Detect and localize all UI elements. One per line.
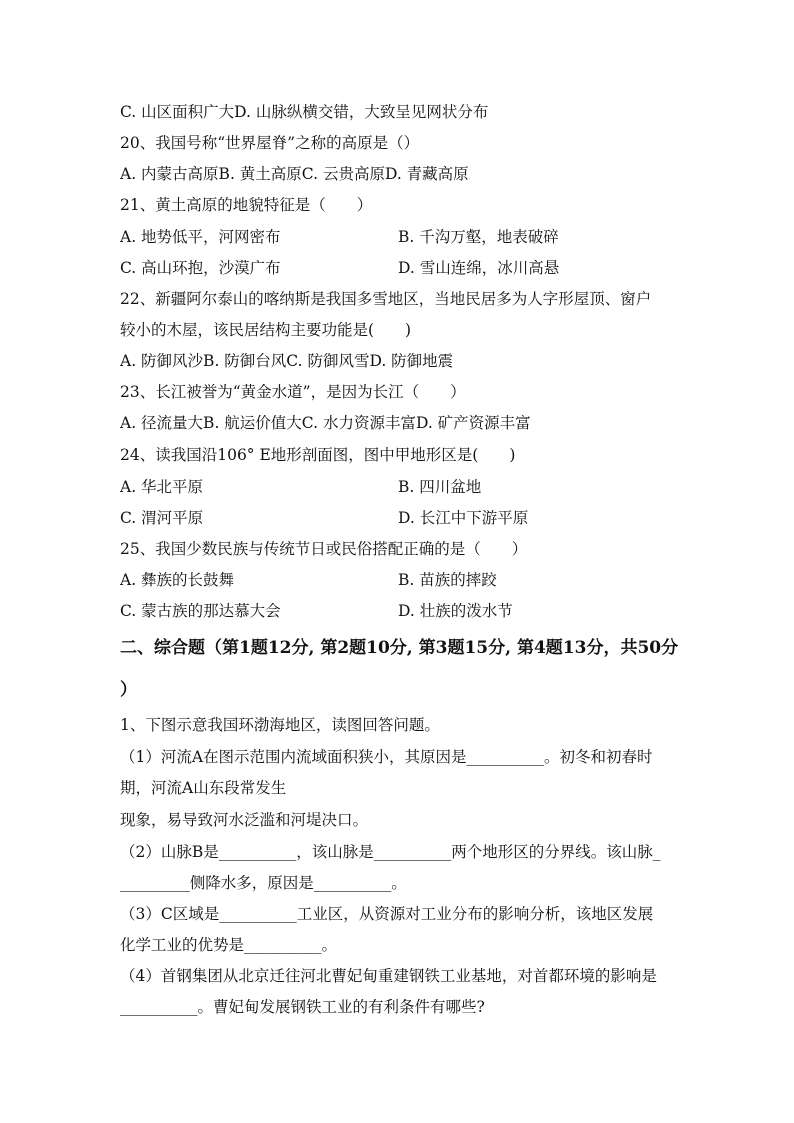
p1-part4-line2: __________。曹妃甸发展钢铁工业的有利条件有哪些?: [120, 998, 485, 1016]
p1-part2-line2: _________侧降水多，原因是__________。: [120, 874, 407, 892]
p1-part2-line1: （2）山脉B是__________，该山脉是__________两个地形区的分界线。该山脉_: [120, 843, 661, 861]
q25-question: 25、我国少数民族与传统节日或民俗搭配正确的是（ ）: [120, 540, 528, 558]
q20-options: A. 内蒙古高原B. 黄土高原C. 云贵高原D. 青藏高原: [120, 165, 469, 183]
p1-part3-line1: （3）C区域是__________工业区，从资源对工业分布的影响分析，该地区发展: [120, 905, 654, 923]
section2-heading-cont: ）: [120, 680, 137, 700]
q19-options-cd: C. 山区面积广大D. 山脉纵横交错，大致呈见网状分布: [120, 103, 489, 121]
q21-option-a: A. 地势低平，河网密布: [120, 228, 281, 246]
q24-question: 24、读我国沿106° E地形剖面图，图中甲地形区是( ): [120, 446, 516, 464]
q24-option-d: D. 长江中下游平原: [398, 509, 529, 527]
q23-options: A. 径流量大B. 航运价值大C. 水力资源丰富D. 矿产资源丰富: [120, 414, 531, 432]
q21-option-b: B. 千沟万壑，地表破碎: [398, 228, 559, 246]
q24-option-c: C. 渭河平原: [120, 509, 204, 527]
q25-option-d: D. 壮族的泼水节: [398, 602, 513, 620]
q22-question-line1: 22、新疆阿尔泰山的喀纳斯是我国多雪地区，当地民居多为人字形屋顶、窗户: [120, 290, 652, 308]
q25-option-c: C. 蒙古族的那达慕大会: [120, 602, 281, 620]
p1-part1-line3: 现象，易导致河水泛滥和河堤决口。: [120, 811, 369, 829]
q22-question-line2: 较小的木屋，该民居结构主要功能是( ): [120, 321, 412, 339]
p1-part3-line2: 化学工业的优势是__________。: [120, 936, 338, 954]
q21-option-d: D. 雪山连绵，冰川高悬: [398, 259, 560, 277]
q23-question: 23、长江被誉为“黄金水道”，是因为长江（ ）: [120, 383, 466, 401]
q20-question: 20、我国号称“世界屋脊”之称的高原是（）: [120, 134, 420, 152]
p1-part4-line1: （4）首钢集团从北京迁往河北曹妃甸重建钢铁工业基地，对首都环境的影响是: [120, 967, 657, 985]
q21-question: 21、黄土高原的地貌特征是（ ）: [120, 196, 373, 214]
q25-option-a: A. 彝族的长鼓舞: [120, 571, 235, 589]
p1-intro: 1、下图示意我国环渤海地区，读图回答问题。: [120, 716, 440, 734]
q22-options: A. 防御风沙B. 防御台风C. 防御风雪D. 防御地震: [120, 352, 454, 370]
q25-option-b: B. 苗族的摔跤: [398, 571, 497, 589]
q24-option-b: B. 四川盆地: [398, 478, 482, 496]
p1-part1-line2: 期，河流A山东段常发生: [120, 779, 287, 797]
section2-heading: 二、综合题（第1题12分, 第2题10分, 第3题15分, 第4题13分，共50分: [120, 638, 679, 658]
p1-part1-line1: （1）河流A在图示范围内流域面积狭小，其原因是__________。初冬和初春时: [120, 748, 653, 766]
q21-option-c: C. 高山环抱，沙漠广布: [120, 259, 281, 277]
q24-option-a: A. 华北平原: [120, 478, 204, 496]
